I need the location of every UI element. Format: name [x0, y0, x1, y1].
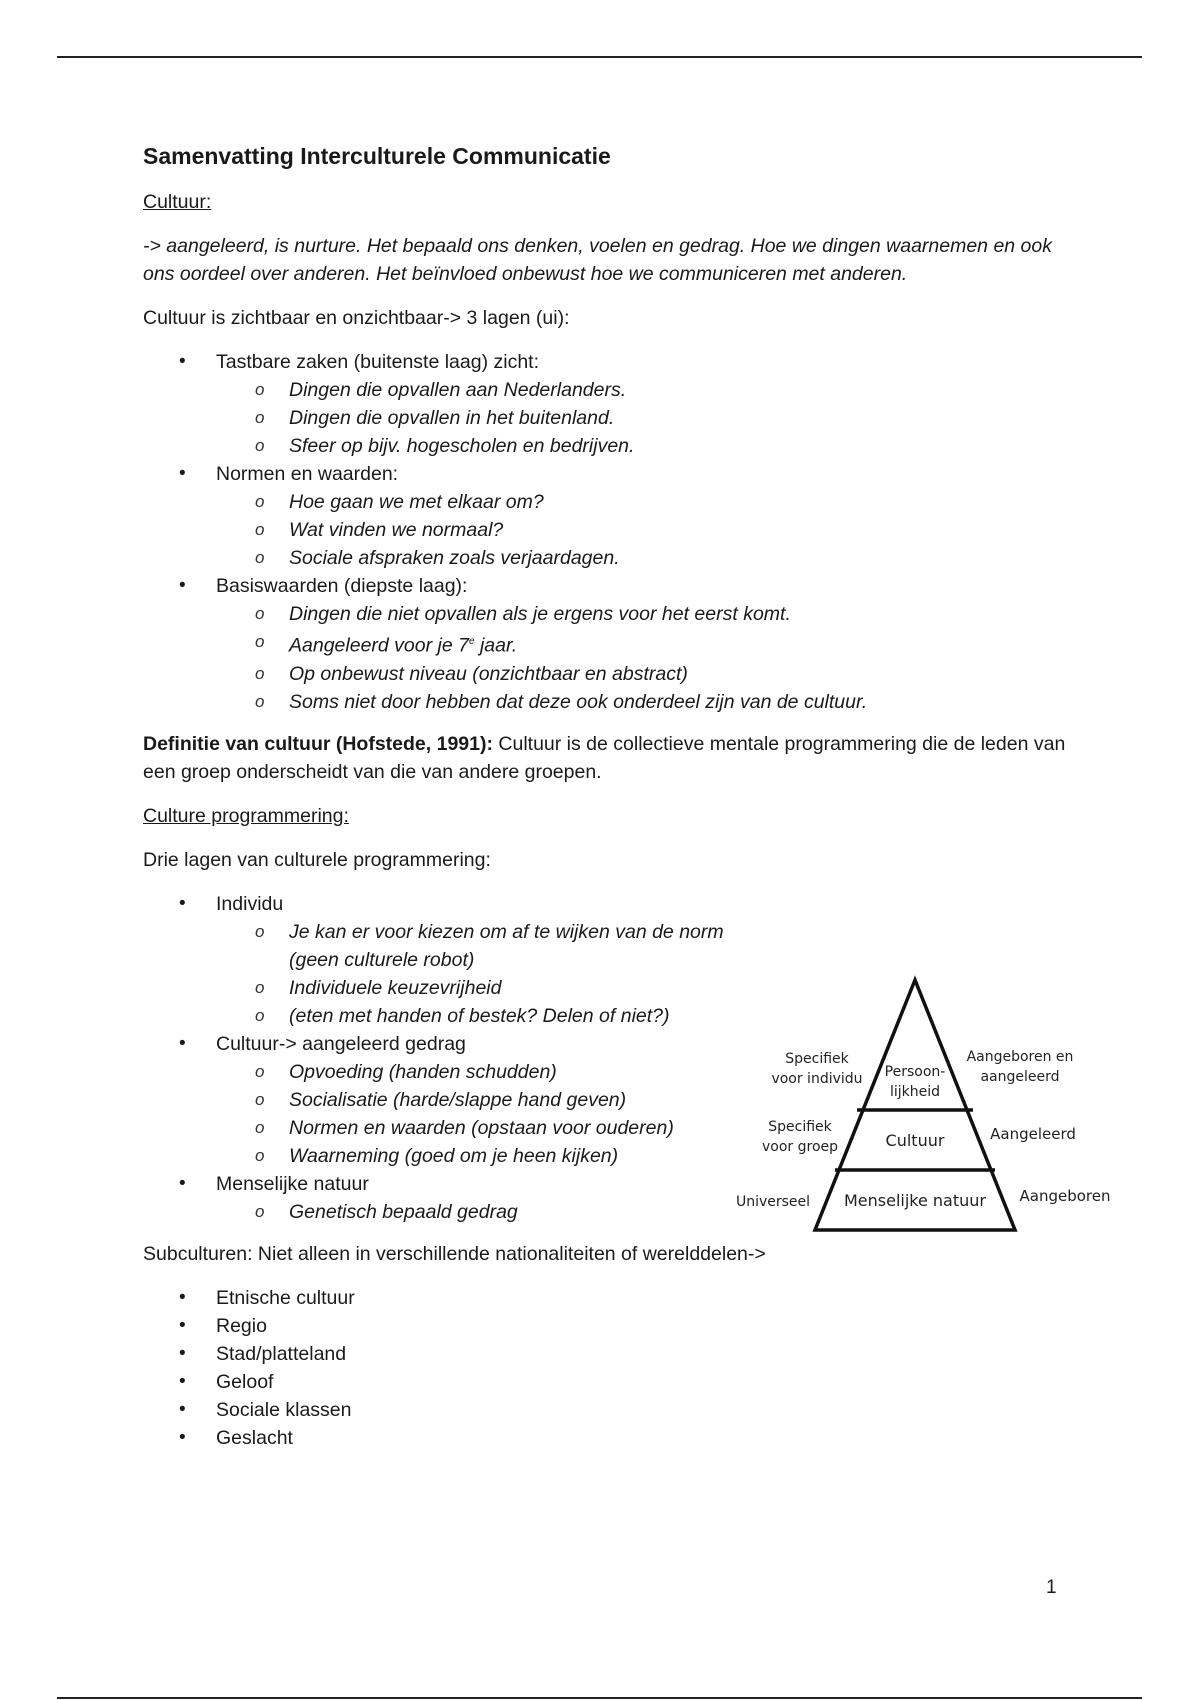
list-item: o Opvoeding (handen schudden) — [143, 1058, 769, 1086]
list-item: • Geloof — [143, 1368, 1083, 1396]
pyramid-left-label: voor individu — [771, 1071, 863, 1087]
layers-intro: Cultuur is zichtbaar en onzichtbaar-> 3 lagen (ui): — [143, 307, 570, 329]
list-item: o Normen en waarden (opstaan voor ouderen) — [143, 1114, 769, 1142]
list-item: o Hoe gaan we met elkaar om? — [143, 488, 1083, 516]
list-item: • Etnische cultuur — [143, 1284, 1083, 1312]
list-item: o Wat vinden we normaal? — [143, 516, 1083, 544]
definition-label: Definitie van cultuur (Hofstede, 1991): — [143, 732, 493, 755]
list-item: • Tastbare zaken (buitenste laag) zicht: o Dingen die opvallen aan Nederlanders. o Dingen die opvallen in het buitenland. o Sfeer op bijv. hogescholen en bedrijven. — [143, 348, 1083, 460]
list-item: • Individu o Je kan er voor kiezen om af te wijken van de norm (geen culturele robot) o Individuele keuzevrijheid o (eten met handen of bestek? Delen of niet?) — [143, 890, 1083, 1030]
section-heading-programmering: Culture programmering: — [143, 804, 349, 827]
pyramid-right-label: Aangeleerd — [990, 1125, 1076, 1143]
list-item: • Sociale klassen — [143, 1396, 1083, 1424]
document-body — [143, 142, 1083, 1466]
pyramid-left-label: Specifiek — [785, 1051, 849, 1067]
list-item: • Menselijke natuur o Genetisch bepaald gedrag — [143, 1170, 1083, 1226]
pyramid-label: lijkheid — [889, 1084, 941, 1100]
list-item: o Sociale afspraken zoals verjaardagen. — [143, 544, 1083, 572]
bottom-rule — [57, 1697, 1142, 1699]
pyramid-label: Persoon- — [884, 1064, 946, 1080]
list-item: o Je kan er voor kiezen om af te wijken van de norm (geen culturele robot) — [143, 918, 769, 974]
list-item: o Aangeleerd voor je 7e jaar. — [143, 628, 1083, 660]
culture-pyramid-diagram — [735, 975, 1115, 1240]
list-item: o Dingen die opvallen in het buitenland. — [143, 404, 1083, 432]
pyramid-left-label: voor groep — [761, 1139, 839, 1155]
pyramid-right-label: Aangeboren — [1019, 1187, 1111, 1205]
pyramid-right-label: aangeleerd — [980, 1069, 1060, 1085]
subculturen-list — [143, 1284, 1083, 1452]
pyramid-label: Menselijke natuur — [843, 1191, 987, 1210]
list-item: • Geslacht — [143, 1424, 1083, 1452]
list-item: o Waarneming (goed om je heen kijken) — [143, 1142, 769, 1170]
list-item: • Cultuur-> aangeleerd gedrag o Opvoeding (handen schudden) o Socialisatie (harde/slappe hand geven) o Normen en waarden (opstaan voor ouderen) o Waarneming (goed om je heen kijken) — [143, 1030, 1083, 1170]
list-item: o (eten met handen of bestek? Delen of niet?) — [143, 1002, 769, 1030]
page-number: 1 — [1046, 1577, 1057, 1598]
pyramid-right-label: Aangeboren en — [966, 1049, 1074, 1065]
cultuur-intro: -> aangeleerd, is nurture. Het bepaald ons denken, voelen en gedrag. Hoe we dingen waarnemen en ook ons oordeel over anderen. Het beïnvloed onbewust hoe we communiceren met anderen. — [143, 235, 1052, 285]
culture-layers-list — [143, 348, 1083, 716]
programmering-intro: Drie lagen van culturele programmering: — [143, 848, 491, 871]
list-item: o Op onbewust niveau (onzichtbaar en abstract) — [143, 660, 1083, 688]
pyramid-left-label: Specifiek — [768, 1119, 832, 1135]
list-item: o Individuele keuzevrijheid — [143, 974, 769, 1002]
list-item: o Genetisch bepaald gedrag — [143, 1198, 769, 1226]
list-item: o Dingen die niet opvallen als je ergens voor het eerst komt. — [143, 600, 1083, 628]
definition-paragraph — [143, 730, 1083, 786]
top-rule — [57, 56, 1142, 58]
section-heading-cultuur: Cultuur: — [143, 191, 212, 213]
list-item: o Soms niet door hebben dat deze ook onderdeel zijn van de cultuur. — [143, 688, 1083, 716]
subculturen-intro: Subculturen: Niet alleen in verschillende nationaliteiten of werelddelen-> — [143, 1242, 766, 1265]
list-item: o Dingen die opvallen aan Nederlanders. — [143, 376, 1083, 404]
list-item: • Regio — [143, 1312, 1083, 1340]
list-item: o Socialisatie (harde/slappe hand geven) — [143, 1086, 769, 1114]
page-title: Samenvatting Interculturele Communicatie — [143, 143, 611, 169]
list-item: • Basiswaarden (diepste laag): o Dingen die niet opvallen als je ergens voor het eerst komt. o Aangeleerd voor je 7e jaar. o Op onbewust niveau (onzichtbaar en abstract) o Soms niet door hebben dat deze ook onderdeel zijn van de cultuur. — [143, 572, 1083, 716]
definition-text: Cultuur is de collectieve mentale programmering die de leden van een groep onderscheidt van die van andere groepen. — [143, 732, 1066, 783]
pyramid-left-label: Universeel — [735, 1194, 811, 1210]
list-item: • Normen en waarden: o Hoe gaan we met elkaar om? o Wat vinden we normaal? o Sociale afspraken zoals verjaardagen. — [143, 460, 1083, 572]
list-item: • Stad/platteland — [143, 1340, 1083, 1368]
list-item: o Sfeer op bijv. hogescholen en bedrijven. — [143, 432, 1083, 460]
pyramid-label: Cultuur — [885, 1131, 945, 1150]
